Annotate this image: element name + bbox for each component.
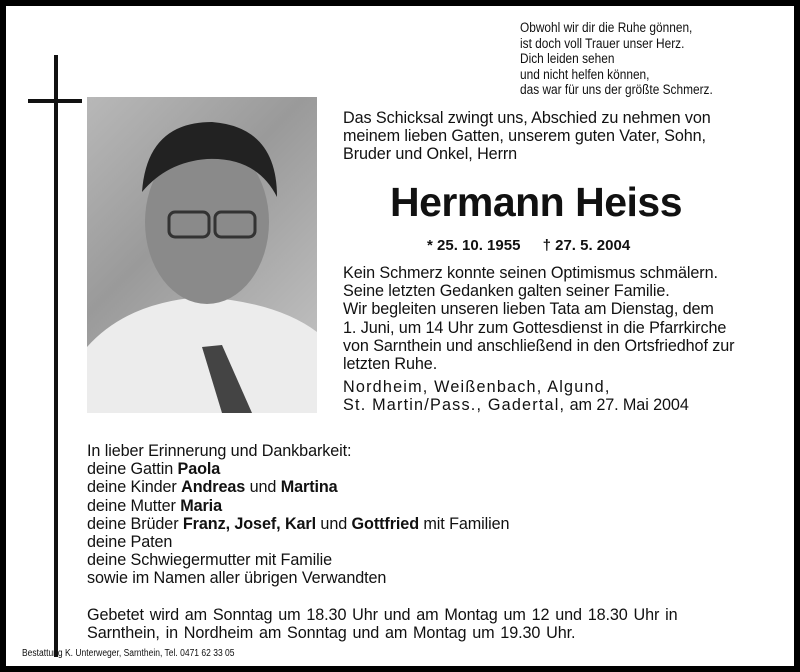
intro-text: Das Schicksal zwingt uns, Abschied zu nehmen von meinem lieben Gatten, unserem guten Vater, Sohn, Bruder und Onkel, Herrn [343,109,711,164]
prayer-text: Gebetet wird am Sonntag um 18.30 Uhr und am Montag um 12 und 18.30 Uhr in Sarnthein, in Nordheim am Sonntag und am Montag um 19.30 Uhr. [87,606,678,643]
mourners-list: In lieber Erinnerung und Dankbarkeit: deine Gattin Paola deine Kinder Andreas und Martina deine Mutter Maria deine Brüder Franz, Josef, Karl und Gottfried mit Familien deine Paten deine Schwiegermutter mit Familie sowie im Namen aller übrigen Verwandten [87,442,510,588]
place-date: Nordheim, Weißenbach, Algund, St. Martin/Pass., Gadertal, am 27. Mai 2004 [343,378,689,415]
life-dates [427,237,630,254]
cross-icon-bar [28,99,82,103]
deceased-name: Hermann Heiss [390,179,683,225]
funeral-home-footer: Bestattung K. Unterweger, Sarnthein, Tel. 0471 62 33 05 [22,648,235,659]
poem: Obwohl wir dir die Ruhe gönnen, ist doch voll Trauer unser Herz. Dich leiden sehen und nicht helfen können, das war für uns der größte Schmerz. [520,20,713,97]
obituary-card [6,6,794,666]
death-date: † 27. 5. 2004 [542,237,631,254]
cross-icon [54,55,58,657]
body-text: Kein Schmerz konnte seinen Optimismus schmälern. Seine letzten Gedanken galten seiner Familie. Wir begleiten unseren lieben Tata am Dienstag, dem 1. Juni, um 14 Uhr zum Gottesdienst in die Pfarrkirche von Sarnthein und anschließend in den Ortsfriedhof zur letzten Ruhe. [343,264,735,374]
birth-date: * 25. 10. 1955 [427,237,521,254]
portrait-photo [87,97,317,413]
